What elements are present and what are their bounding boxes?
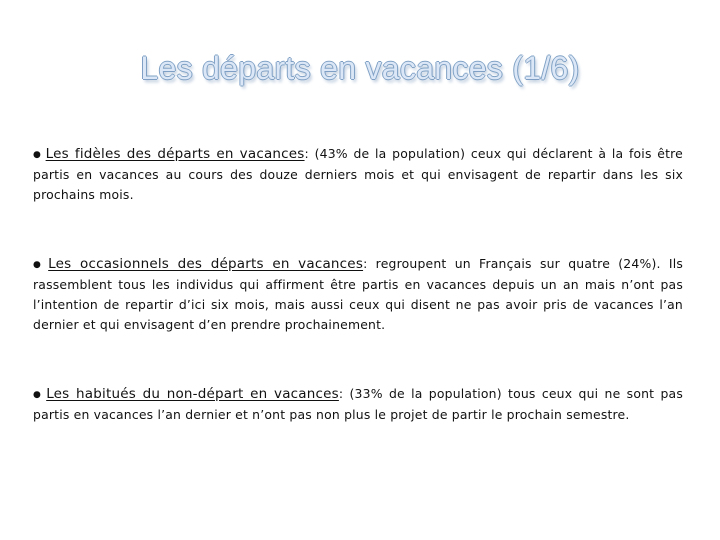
paragraph-text: : (33% de la population) tous ceux qui ne sont pas partis en vacances l’an dernier et n’ont pas non plus le projet de partir le prochain semestre. <box>33 386 683 422</box>
page-title: Les départs en vacances (1/6) <box>140 50 580 86</box>
paragraph-text: : regroupent un Français sur quatre (24%). Ils rassemblent tous les individus qui affirment être partis en vacances depuis un an mais n’ont pas l’intention de repartir d’ici six mois, mais aussi ceux qui disent ne pas avoir pris de vacances l’an dernier et qui envisagent d’en prendre prochainement. <box>33 256 684 332</box>
paragraph-lead: Les habitués du non-départ en vacances <box>46 386 339 402</box>
bullet-icon: ● <box>33 150 43 160</box>
paragraph-habitues <box>33 384 683 425</box>
paragraph-occasionnels <box>33 254 683 335</box>
paragraph-lead: Les fidèles des départs en vacances <box>45 146 305 162</box>
bullet-icon: ● <box>33 390 44 400</box>
paragraph-text: : (43% de la population) ceux qui déclarent à la fois être partis en vacances au cours des douze derniers mois et qui envisagent de repartir dans les six prochains mois. <box>33 146 684 202</box>
paragraph-fideles <box>33 144 683 205</box>
paragraph-lead: Les occasionnels des départs en vacances <box>48 256 364 272</box>
bullet-icon: ● <box>33 260 46 270</box>
